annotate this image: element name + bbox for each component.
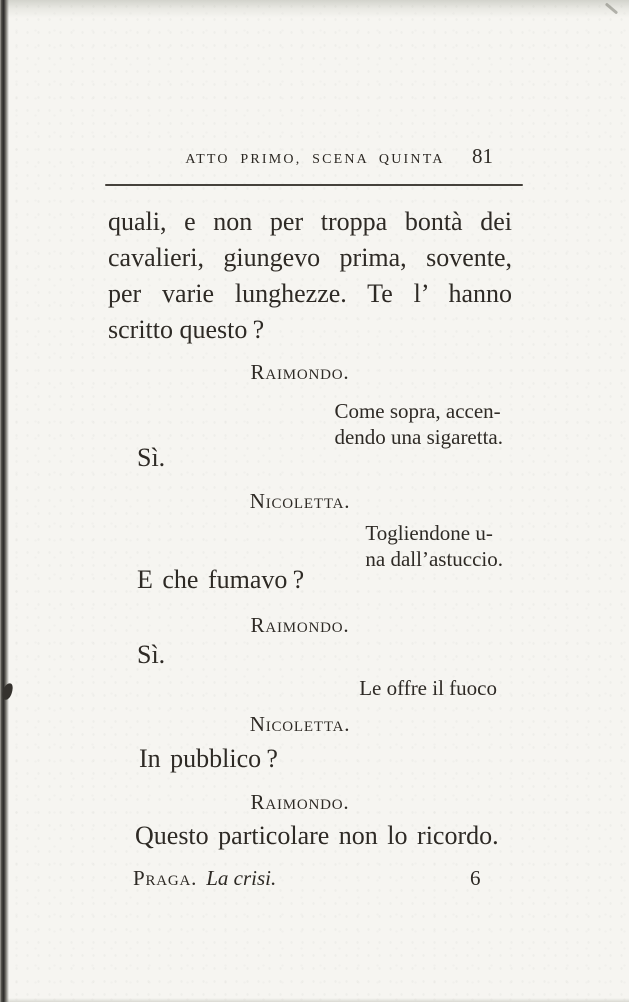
paragraph-line: cavalieri, giungevo prima, sovente, bbox=[108, 243, 512, 272]
book-footer bbox=[133, 866, 276, 891]
stage-direction-line: na dall’astuccio. bbox=[365, 547, 503, 571]
footer-work-title: La crisi. bbox=[206, 866, 277, 890]
speaker-name: Raimondo. bbox=[250, 790, 350, 814]
paragraph-line: quali, e non per troppa bontà dei bbox=[108, 207, 512, 236]
speaker-name: Nicoletta. bbox=[249, 712, 351, 736]
footer-author: Praga. bbox=[133, 866, 198, 890]
speaker-name: Raimondo. bbox=[250, 613, 350, 637]
page-number: 81 bbox=[472, 144, 493, 168]
dialogue-line: E che fumavo ? bbox=[137, 565, 305, 594]
stage-direction-line: Come sopra, accen- bbox=[334, 399, 501, 423]
binding-edge-shadow bbox=[0, 0, 9, 1002]
speaker-name: Nicoletta. bbox=[249, 489, 351, 513]
paragraph-line: scritto questo ? bbox=[108, 315, 265, 344]
body-paragraph bbox=[108, 204, 512, 348]
stage-direction: Le offre il fuoco bbox=[359, 676, 497, 700]
running-title: ATTO PRIMO, SCENA QUINTA bbox=[185, 152, 445, 167]
scan-top-grain bbox=[0, 0, 629, 18]
paragraph-line: per varie lunghezze. Te l’ hanno bbox=[108, 279, 512, 308]
stage-direction bbox=[365, 520, 503, 572]
stage-direction bbox=[334, 398, 503, 450]
dialogue-line: Questo particolare non lo ricordo. bbox=[135, 821, 499, 850]
dialogue-line: In pubblico ? bbox=[139, 744, 278, 773]
dialogue-line: Sì. bbox=[137, 640, 166, 669]
footer-signature-number: 6 bbox=[470, 866, 481, 890]
stage-direction-line: Togliendone u- bbox=[365, 521, 493, 545]
stage-direction-line: dendo una sigaretta. bbox=[334, 425, 503, 449]
dialogue-line: Sì. bbox=[137, 443, 166, 472]
scan-bottom-grain bbox=[0, 998, 629, 1002]
speaker-name: Raimondo. bbox=[250, 360, 350, 384]
header-rule bbox=[105, 184, 523, 186]
